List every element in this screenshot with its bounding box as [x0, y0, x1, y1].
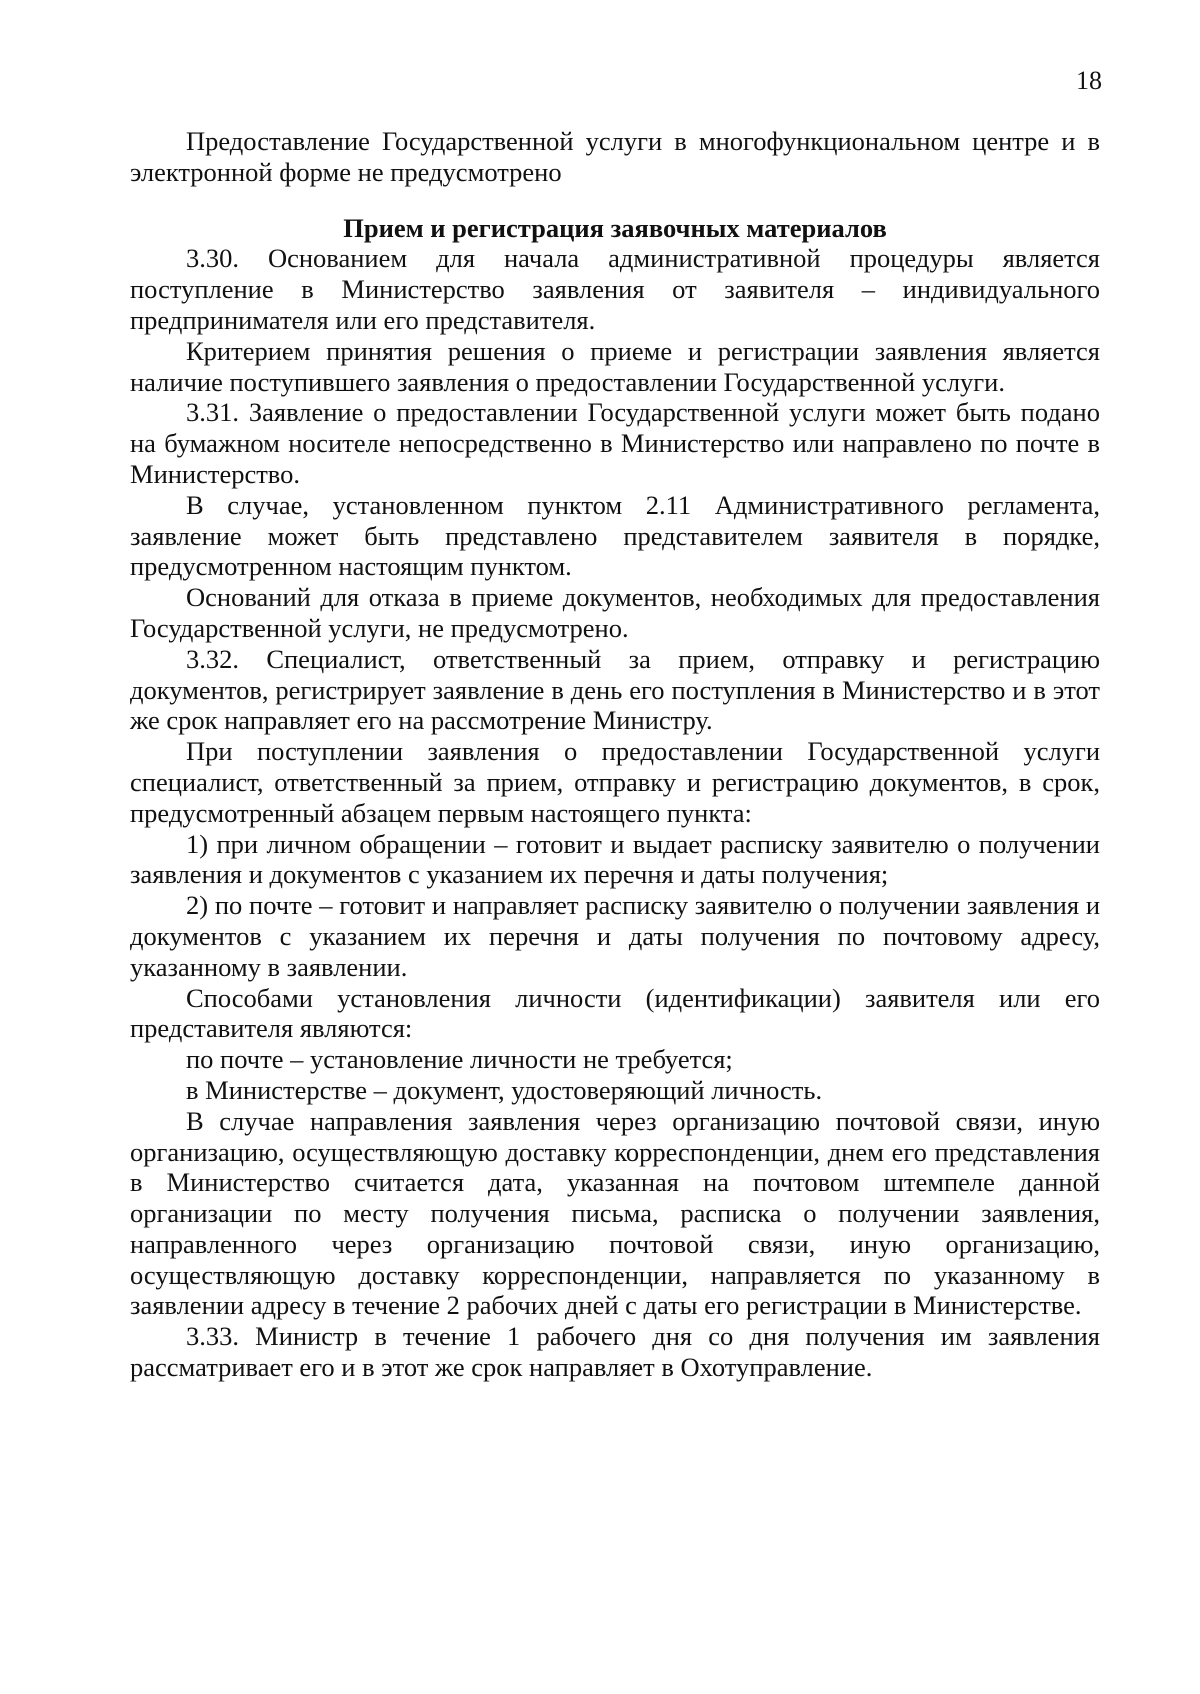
paragraph-no-refusal-grounds: Оснований для отказа в приеме документов, необходимых для предоставления Государственной услуги, не предусмотрено. — [130, 582, 1100, 643]
paragraph-3-32: 3.32. Специалист, ответственный за прием, отправку и регистрацию документов, регистрирует заявление в день его поступления в Министерство и в этот же срок направляет его на рассмотрение Министру. — [130, 643, 1100, 736]
page-number: 18 — [1076, 66, 1102, 95]
paragraph-postal-submission: В случае направления заявления через организацию почтовой связи, иную организацию, осуществляющую доставку корреспонденции, днем его представления в Министерство считается дата, указанная на почтовом штемпеле данной организации по месту получения письма, расписка о получении заявления, направленного через организацию почтовой связи, иную организацию, осуществляющую доставку корреспонденции, направляется по указанному в заявлении адресу в течение 2 рабочих дней с даты его регистрации в Министерстве. — [130, 1105, 1100, 1321]
paragraph-decision-criterion: Критерием принятия решения о приеме и регистрации заявления является наличие поступившего заявления о предоставлении Государственной услуги. — [130, 335, 1100, 397]
list-item-identification-ministry: в Министерстве – документ, удостоверяющий личность. — [186, 1074, 823, 1105]
paragraph-identification-methods: Способами установления личности (идентификации) заявителя или его представителя являются: — [130, 982, 1100, 1044]
paragraph-3-30: 3.30. Основанием для начала административной процедуры является поступление в Министерство заявления от заявителя – индивидуального предпринимателя или его представителя. — [130, 243, 1100, 335]
list-item-personal-visit: 1) при личном обращении – готовит и выдает расписку заявителю о получении заявления и документов с указанием их перечня и даты получения; — [130, 828, 1100, 890]
paragraph-3-33: 3.33. Министр в течение 1 рабочего дня со дня получения им заявления рассматривает его и в этот же срок направляет в Охотуправление. — [130, 1321, 1100, 1383]
paragraph-3-31: 3.31. Заявление о предоставлении Государственной услуги может быть подано на бумажном носителе непосредственно в Министерство или направлено по почте в Министерство. — [130, 397, 1100, 489]
paragraph-representative: В случае, установленном пунктом 2.11 Административного регламента, заявление может быть представлено представителем заявителя в порядке, предусмотренном настоящим пунктом. — [130, 489, 1100, 582]
intro-paragraph: Предоставление Государственной услуги в многофункциональном центре и в электронной форме не предусмотрено — [130, 126, 1100, 187]
list-item-by-mail: 2) по почте – готовит и направляет расписку заявителю о получении заявления и документов с указанием их перечня и даты получения по почтовому адресу, указанному в заявлении. — [130, 890, 1100, 982]
section-heading: Прием и регистрация заявочных материалов — [343, 212, 887, 243]
document-body — [130, 126, 1100, 1383]
list-item-identification-mail: по почте – установление личности не требуется; — [186, 1044, 733, 1075]
paragraph-on-receipt: При поступлении заявления о предоставлении Государственной услуги специалист, ответственный за прием, отправку и регистрацию документов, в срок, предусмотренный абзацем первым настоящего пункта: — [130, 736, 1100, 828]
